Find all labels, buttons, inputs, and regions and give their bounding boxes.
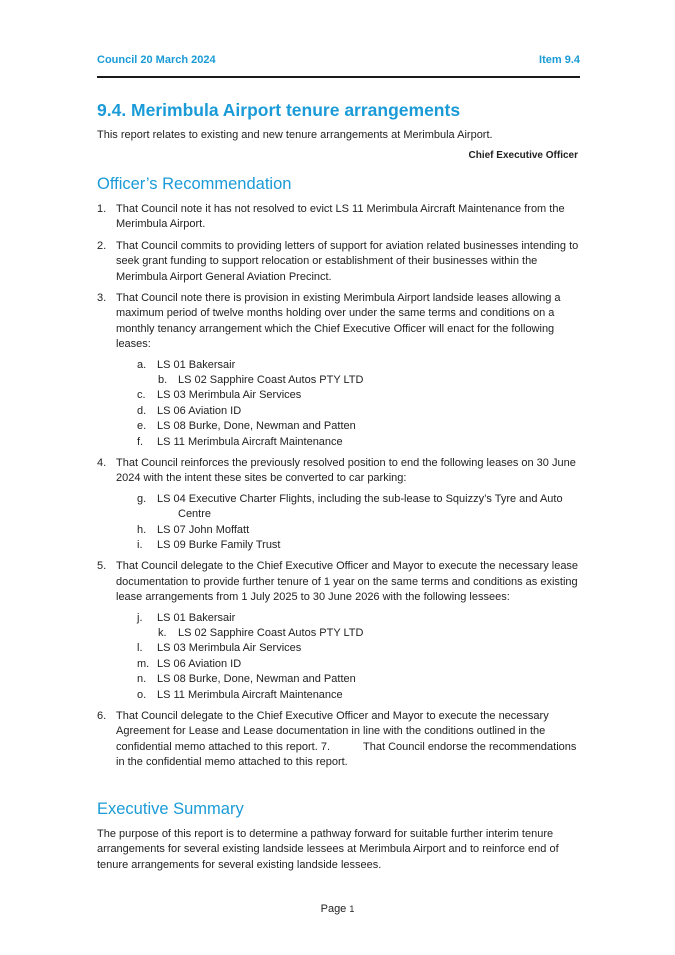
item-text: That Council commits to providing letters of support for aviation related businesses intending to seek grant funding to support relocation or establishment of their businesses within the Merimbula Airport General Aviation Precinct. <box>116 239 579 283</box>
sub-list-item: m. LS 06 Aviation ID <box>137 657 242 670</box>
list-item <box>97 709 582 771</box>
list-item <box>97 291 582 450</box>
item-number-label: 2. <box>97 239 107 252</box>
item-text: That Council reinforces the previously resolved position to end the following leases on 30 June 2024 with the intent these sites be converted to car parking: <box>116 457 576 485</box>
sub-list-item-continued: Centre <box>178 508 212 521</box>
sub-list <box>116 492 582 554</box>
list-item <box>97 456 582 553</box>
item-number-label: 4. <box>97 457 107 469</box>
report-author: Chief Executive Officer <box>468 150 578 161</box>
sub-list-item: a. LS 01 Bakersair <box>137 358 236 371</box>
meeting-date: Council 20 March 2024 <box>97 54 216 66</box>
sub-list-item: e. LS 08 Burke, Done, Newman and Patten <box>137 420 356 433</box>
list-item <box>97 239 582 285</box>
item-text: That Council delegate to the Chief Executive Officer and Mayor to execute the necessary Agreement for Lease and Lease documentation in line with the conditions outlined in the confidential memo attached to this report. 7. That Council endorse the recommendations in the confidential memo attached to this report. <box>116 709 577 769</box>
sub-list-item: h. LS 07 John Moffatt <box>137 523 250 536</box>
sub-list-item: f. LS 11 Merimbula Aircraft Maintenance <box>137 435 343 448</box>
item-number-label: 6. <box>97 709 107 722</box>
page-header <box>97 54 580 78</box>
sub-list <box>116 358 582 450</box>
recommendation-heading: Officer’s Recommendation <box>97 175 292 193</box>
sub-list-item: o. LS 11 Merimbula Aircraft Maintenance <box>137 688 343 701</box>
sub-list-item: d. LS 06 Aviation ID <box>137 404 242 417</box>
sub-list-item: c. LS 03 Merimbula Air Services <box>137 389 302 402</box>
list-item <box>97 559 582 703</box>
page-number: 1 <box>349 904 355 914</box>
sub-list-item: l. LS 03 Merimbula Air Services <box>137 642 302 655</box>
item-text: That Council delegate to the Chief Executive Officer and Mayor to execute the necessary lease documentation to provide further tenure of 1 year on the same terms and conditions as existing lease arrangements from 1 July 2025 to 30 June 2026 with the following lessees: <box>116 560 579 604</box>
sub-list-item: b. LS 02 Sapphire Coast Autos PTY LTD <box>158 374 364 387</box>
sub-list-item: j. LS 01 Bakersair <box>137 611 236 624</box>
sub-list-item: g. LS 04 Executive Charter Flights, including the sub-lease to Squizzy’s Tyre and Auto <box>137 492 563 505</box>
summary-text: The purpose of this report is to determine a pathway forward for suitable further interim tenure arrangements for several existing landside lessees at Merimbula Airport and to reinforce end of tenure arrangements for several existing landside lessees. <box>97 828 559 871</box>
sub-list-item: k. LS 02 Sapphire Coast Autos PTY LTD <box>158 626 364 639</box>
recommendation-list <box>97 202 582 771</box>
item-number-label: 3. <box>97 292 107 305</box>
item-number-label: 1. <box>97 203 107 215</box>
sub-list-item: i. LS 09 Burke Family Trust <box>137 538 281 551</box>
item-text: That Council note it has not resolved to evict LS 11 Merimbula Aircraft Maintenance from the Merimbula Airport. <box>116 203 565 231</box>
page-label: Page <box>320 903 347 915</box>
item-number-label: 5. <box>97 560 107 573</box>
sub-list-item: n. LS 08 Burke, Done, Newman and Patten <box>137 673 356 686</box>
item-number: Item 9.4 <box>539 54 580 66</box>
item-text: That Council note there is provision in existing Merimbula Airport landside leases allowing a maximum period of twelve months holding over under the same terms and conditions on a monthly tenancy arrangement which the Chief Executive Officer will enact for the following leases: <box>116 292 561 351</box>
report-intro: This report relates to existing and new tenure arrangements at Merimbula Airport. <box>97 129 493 141</box>
list-item <box>97 202 582 233</box>
page-footer <box>0 903 675 915</box>
report-title: 9.4. Merimbula Airport tenure arrangements <box>97 100 461 120</box>
summary-heading: Executive Summary <box>97 800 244 818</box>
sub-list <box>116 611 582 703</box>
